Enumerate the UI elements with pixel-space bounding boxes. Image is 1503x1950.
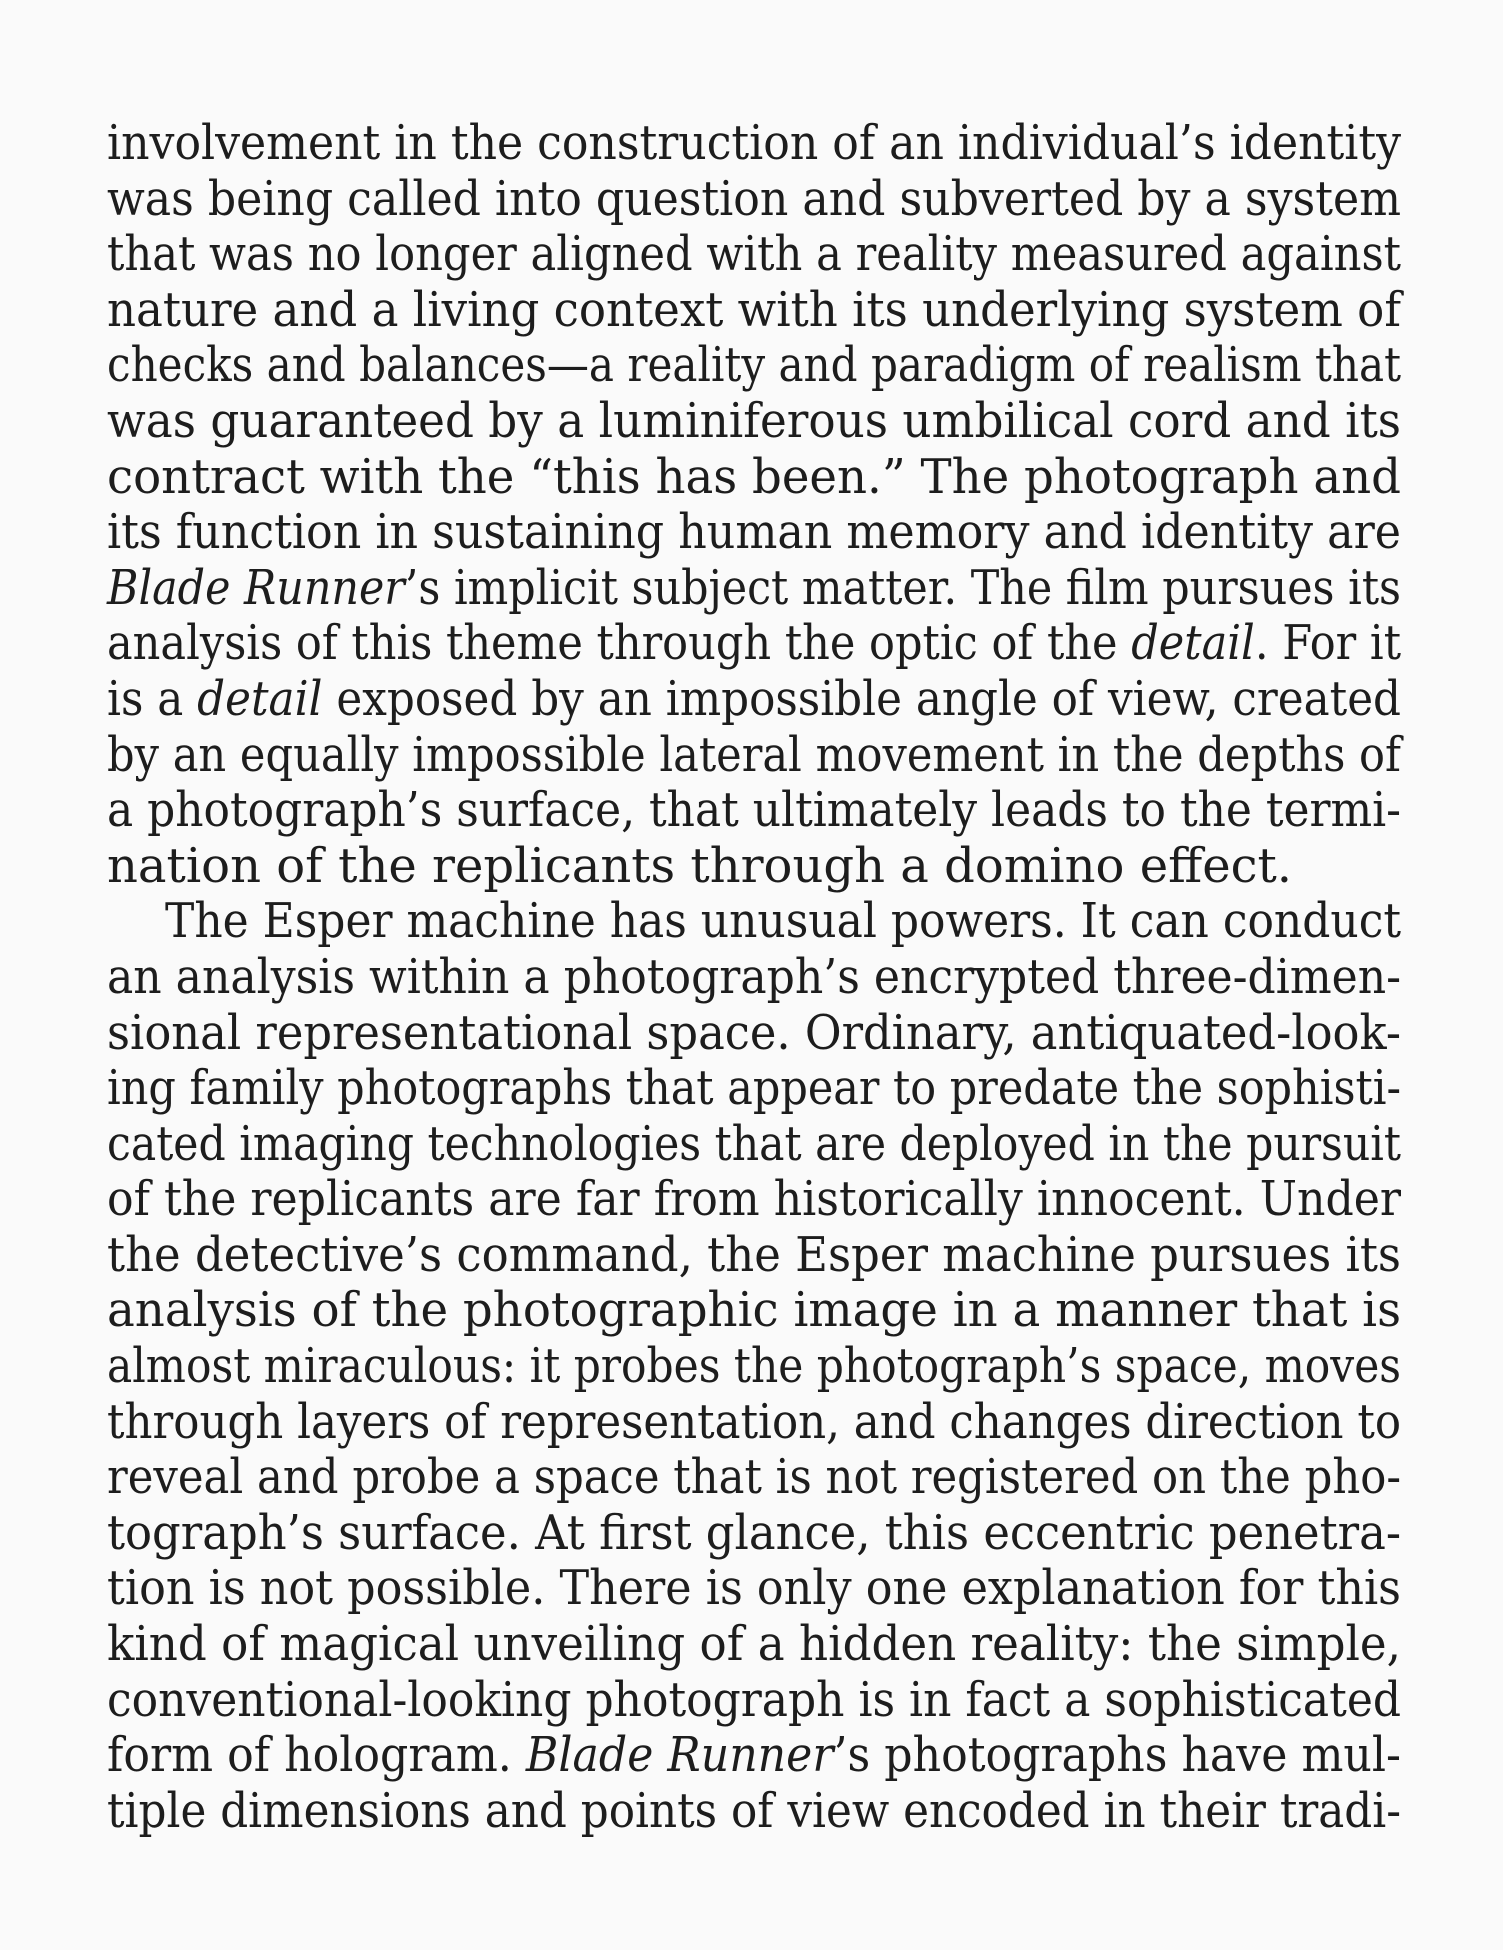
text-segment: almost miraculous: it probes the photograph’s space, moves bbox=[107, 1338, 1401, 1395]
text-line bbox=[107, 561, 1401, 617]
italic-text: Blade Runner bbox=[107, 559, 405, 616]
text-segment: The Esper machine has unusual powers. It can conduct bbox=[165, 893, 1401, 950]
text-segment: reveal and probe a space that is not registered on the pho- bbox=[107, 1449, 1401, 1506]
text-line bbox=[107, 1617, 1401, 1673]
text-line bbox=[107, 1006, 1401, 1062]
text-segment: tion is not possible. There is only one explanation for this bbox=[107, 1560, 1401, 1617]
text-line bbox=[107, 227, 1401, 283]
text-line bbox=[107, 1228, 1401, 1284]
text-line bbox=[107, 283, 1401, 339]
paragraph bbox=[107, 116, 1401, 894]
text-segment: is a bbox=[107, 670, 198, 727]
text-segment: analysis of the photographic image in a manner that is bbox=[107, 1282, 1401, 1339]
italic-text: detail bbox=[197, 670, 323, 727]
text-line bbox=[107, 1450, 1401, 1506]
text-segment: tiple dimensions and points of view encoded in their tradi- bbox=[107, 1782, 1401, 1839]
text-segment: involvement in the construction of an individual’s identity bbox=[107, 115, 1401, 171]
text-segment: its function in sustaining human memory and identity are bbox=[107, 504, 1401, 561]
text-line bbox=[107, 338, 1401, 394]
text-line bbox=[107, 1395, 1401, 1451]
text-line bbox=[107, 783, 1401, 839]
text-segment: tograph’s surface. At first glance, this eccentric penetra- bbox=[107, 1504, 1401, 1561]
text-segment: of the replicants are far from historically innocent. Under bbox=[107, 1171, 1401, 1228]
text-line bbox=[107, 1339, 1401, 1395]
text-segment: cated imaging technologies that are deployed in the pursuit bbox=[107, 1115, 1401, 1172]
text-segment: kind of magical unveiling of a hidden reality: the simple, bbox=[107, 1616, 1401, 1673]
text-segment: conventional-looking photograph is in fact a sophisticated bbox=[107, 1671, 1401, 1728]
text-line bbox=[107, 894, 1401, 950]
text-line bbox=[107, 839, 1401, 895]
text-segment: that was no longer aligned with a reality measured against bbox=[107, 226, 1401, 283]
text-segment: contract with the “this has been.” The photograph and bbox=[107, 448, 1401, 505]
text-segment: the detective’s command, the Esper machine pursues its bbox=[107, 1226, 1401, 1283]
text-line bbox=[107, 950, 1401, 1006]
text-line bbox=[107, 450, 1401, 506]
text-line bbox=[107, 1506, 1401, 1562]
italic-text: detail bbox=[1131, 615, 1255, 672]
text-line bbox=[107, 1784, 1401, 1840]
text-segment: exposed by an impossible angle of view, created bbox=[322, 670, 1401, 727]
text-segment: analysis of this theme through the optic of the bbox=[107, 615, 1132, 672]
text-line bbox=[107, 1061, 1401, 1117]
text-line bbox=[107, 116, 1401, 172]
text-segment: ’s implicit subject matter. The film pursues its bbox=[404, 559, 1401, 616]
text-line bbox=[107, 394, 1401, 450]
text-segment: . For it bbox=[1254, 615, 1401, 672]
text-line bbox=[107, 672, 1401, 728]
text-line bbox=[107, 1283, 1401, 1339]
text-segment: through layers of representation, and changes direction to bbox=[107, 1393, 1401, 1450]
text-segment: nature and a living context with its underlying system of bbox=[107, 281, 1401, 338]
text-line bbox=[107, 505, 1401, 561]
document-page bbox=[107, 116, 1401, 1839]
text-segment: by an equally impossible lateral movement in the depths of bbox=[107, 726, 1401, 783]
text-line bbox=[107, 172, 1401, 228]
text-segment: was being called into question and subverted by a system bbox=[107, 170, 1401, 227]
text-segment: sional representational space. Ordinary, antiquated-look- bbox=[107, 1004, 1401, 1061]
text-line bbox=[107, 728, 1401, 784]
text-line bbox=[107, 1673, 1401, 1729]
text-segment: checks and balances—a reality and paradigm of realism that bbox=[107, 337, 1401, 394]
text-segment: a photograph’s surface, that ultimately leads to the termi- bbox=[107, 782, 1401, 839]
italic-text: Blade Runner bbox=[525, 1727, 834, 1784]
text-segment: ing family photographs that appear to predate the sophisti- bbox=[107, 1060, 1401, 1117]
text-segment: an analysis within a photograph’s encrypted three-dimen- bbox=[107, 948, 1401, 1005]
text-segment: ’s photographs have mul- bbox=[833, 1727, 1401, 1784]
text-line bbox=[107, 1117, 1401, 1173]
text-line bbox=[107, 1728, 1401, 1784]
text-line bbox=[107, 616, 1401, 672]
text-segment: was guaranteed by a luminiferous umbilical cord and its bbox=[107, 392, 1401, 449]
text-line bbox=[107, 1172, 1401, 1228]
text-segment: form of hologram. bbox=[107, 1727, 526, 1784]
text-line bbox=[107, 1561, 1401, 1617]
paragraph bbox=[107, 894, 1401, 1839]
text-segment: nation of the replicants through a domino effect. bbox=[107, 837, 1293, 894]
